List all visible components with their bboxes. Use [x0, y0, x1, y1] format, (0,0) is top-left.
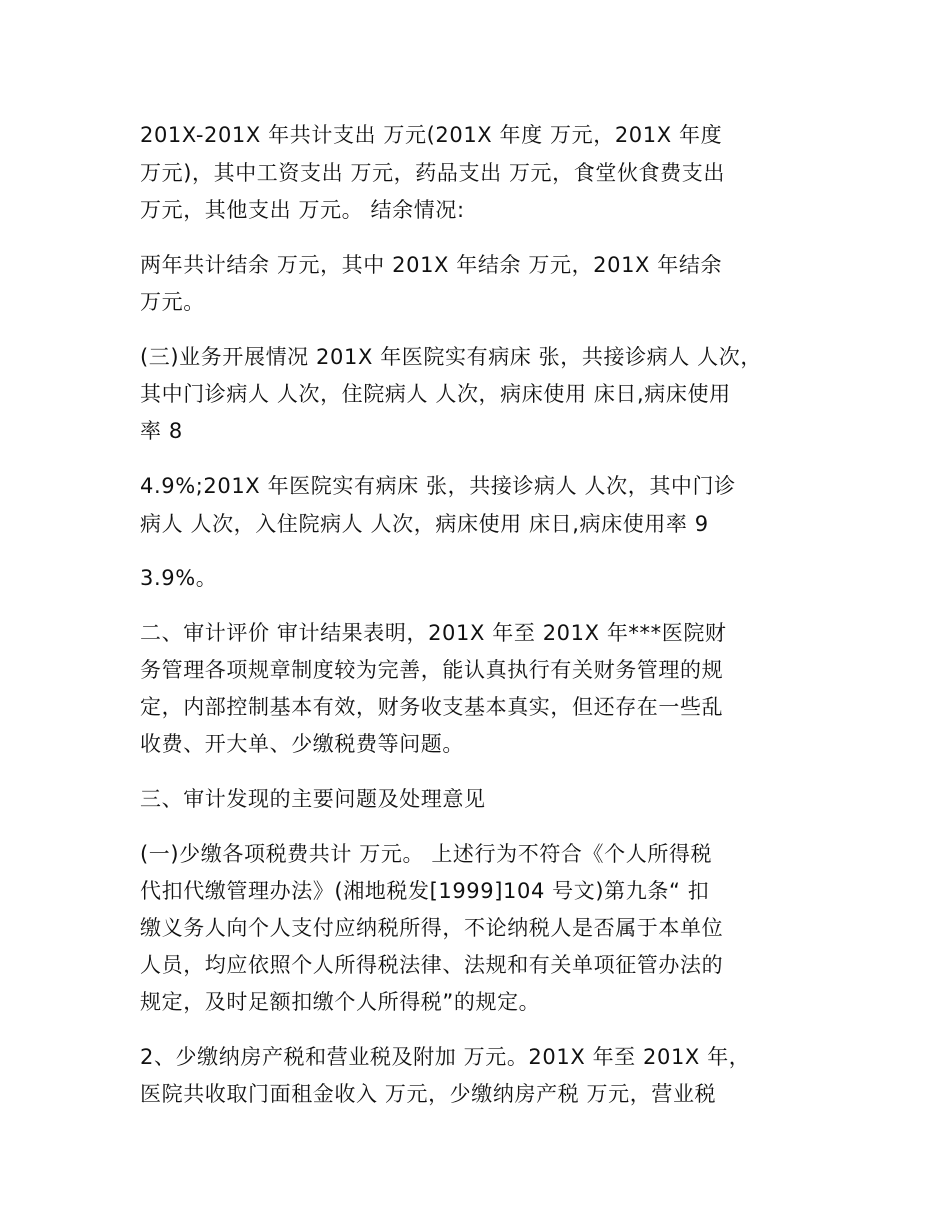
- text-line: 万元，其他支出 万元。 结余情况:: [140, 198, 465, 222]
- text-line: 代扣代缴管理办法》(湘地税发[1999]104 号文)第九条“ 扣: [140, 879, 710, 903]
- text-line: 3.9%。: [140, 566, 218, 590]
- text-line: 4.9%;201X 年医院实有病床 张，共接诊病人 人次，其中门诊: [140, 474, 736, 498]
- text-line: 规定，及时足额扣缴个人所得税”的规定。: [140, 990, 541, 1014]
- text-line: 病人 人次，入住院病人 人次，病床使用 床日,病床使用率 9: [140, 512, 709, 536]
- text-line: 缴义务人向个人支付应纳税所得，不论纳税人是否属于本单位: [140, 916, 724, 940]
- text-line: 2、少缴纳房产税和营业税及附加 万元。201X 年至 201X 年，: [140, 1045, 751, 1069]
- section-heading: 三、审计发现的主要问题及处理意见: [140, 787, 486, 811]
- text-line: 201X-201X 年共计支出 万元(201X 年度 万元，201X 年度: [140, 123, 723, 147]
- text-line: 收费、开大单、少缴税费等问题。: [140, 732, 464, 756]
- text-line: 两年共计结余 万元，其中 201X 年结余 万元，201X 年结余: [140, 253, 723, 277]
- text-line: 定，内部控制基本有效，财务收支基本真实，但还存在一些乱: [140, 695, 724, 719]
- text-line: 万元)，其中工资支出 万元，药品支出 万元，食堂伙食费支出: [140, 161, 725, 185]
- text-line: 二、审计评价 审计结果表明，201X 年至 201X 年***医院财: [140, 621, 727, 645]
- text-line: (一)少缴各项税费共计 万元。 上述行为不符合《个人所得税: [140, 842, 713, 866]
- text-line: 率 8: [140, 419, 183, 443]
- text-line: 人员，均应依照个人所得税法律、法规和有关单项征管办法的: [140, 953, 724, 977]
- text-line: 医院共收取门面租金收入 万元，少缴纳房产税 万元，营业税: [140, 1082, 717, 1106]
- text-line: (三)业务开展情况 201X 年医院实有病床 张，共接诊病人 人次，: [140, 345, 762, 369]
- text-line: 其中门诊病人 人次，住院病人 人次，病床使用 床日,病床使用: [140, 382, 731, 406]
- text-line: 务管理各项规章制度较为完善，能认真执行有关财务管理的规: [140, 658, 724, 682]
- text-line: 万元。: [140, 290, 205, 314]
